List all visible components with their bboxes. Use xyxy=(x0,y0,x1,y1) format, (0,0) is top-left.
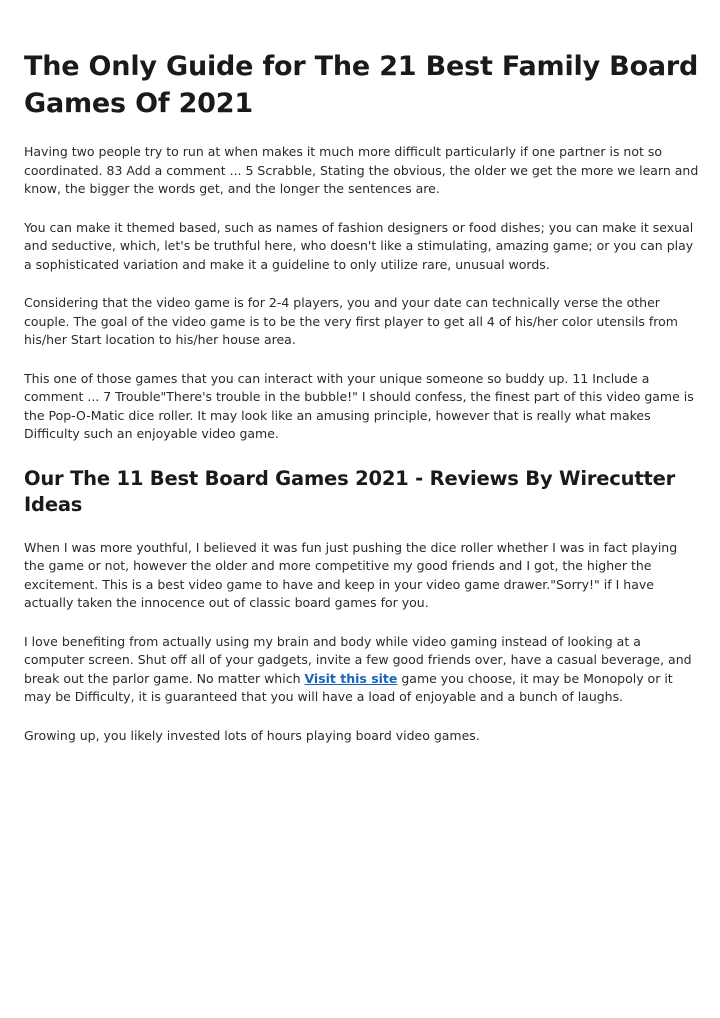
paragraph-1: Having two people try to run at when makes it much more difficult particularly if one partner is not so coordinated. 83 Add a comment ... 5 Scrabble, Stating the obvious, the older we get the more we learn and know, the bigger the words get, and the longer the sentences are. xyxy=(24,144,699,196)
article-title: The Only Guide for The 21 Best Family Board Games Of 2021 xyxy=(24,51,699,119)
paragraph-6-text-before: I love benefiting from actually using my brain and body while video gaming instead of looking at a computer screen. Shut off all of your gadgets, invite a few good friends over, have a casual beverage, and break out the parlor game. No matter which xyxy=(24,633,692,686)
paragraph-6-text-after: game you choose, it may be Monopoly or it may be Difficulty, it is guaranteed that you will have a load of enjoyable and a bunch of laughs. xyxy=(24,670,673,704)
paragraph-3: Considering that the video game is for 2-4 players, you and your date can technically verse the other couple. The goal of the video game is to be the very first player to get all 4 of his/her color utensils from his/her Start location to his/her house area. xyxy=(24,295,678,347)
paragraph-4: This one of those games that you can interact with your unique someone so buddy up. 11 Include a comment ... 7 Trouble"There's trouble in the bubble!" I should confess, the finest part of this video game is the Pop-O-Matic dice roller. It may look like an amusing principle, however that is really what makes Difficulty such an enjoyable video game. xyxy=(24,370,694,441)
visit-this-site-link[interactable]: Visit this site xyxy=(304,670,398,686)
article xyxy=(24,48,700,745)
section-heading: Our The 11 Best Board Games 2021 - Reviews By Wirecutter Ideas xyxy=(24,466,676,516)
paragraph-2: You can make it themed based, such as names of fashion designers or food dishes; you can make it sexual and seductive, which, let's be truthful here, who doesn't like a stimulating, amazing game; or you can play a sophisticated variation and make it a guideline to only utilize rare, unusual words. xyxy=(24,219,694,272)
paragraph-6 xyxy=(24,633,700,707)
paragraph-7: Growing up, you likely invested lots of hours playing board video games. xyxy=(24,727,480,743)
paragraph-5: When I was more youthful, I believed it was fun just pushing the dice roller whether I was in fact playing the game or not, however the older and more competitive my good friends and I got, the higher the excitement. This is a best video game to have and keep in your video game drawer."Sorry!" if I have actually taken the innocence out of classic board games for you. xyxy=(24,539,678,610)
